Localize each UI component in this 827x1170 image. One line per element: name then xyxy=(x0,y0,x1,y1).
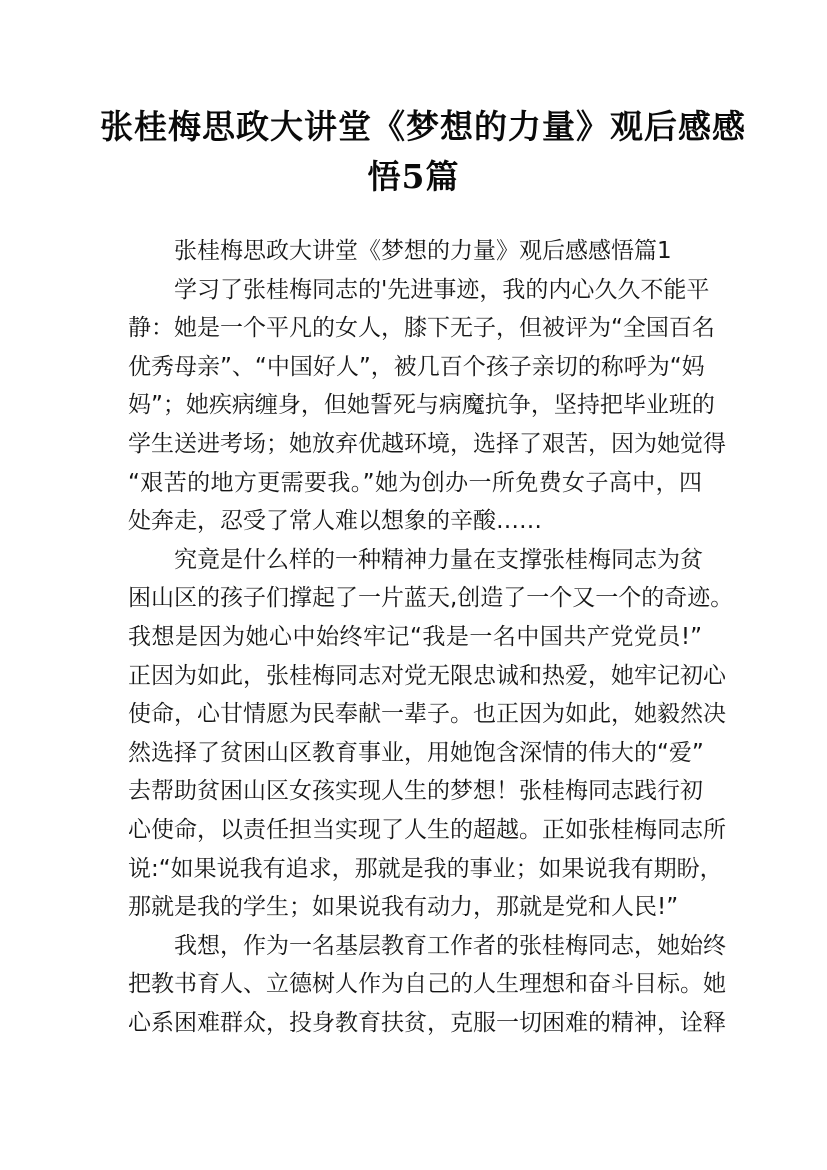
document-body xyxy=(128,232,734,1042)
paragraph-line: 困山区的孩子们撑起了一片蓝天,创造了一个又一个的奇迹。 xyxy=(128,585,734,612)
paragraph-line: 我想，作为一名基层教育工作者的张桂梅同志，她始终 xyxy=(174,932,726,959)
paragraph-line: 究竟是什么样的一种精神力量在支撑张桂梅同志为贫 xyxy=(174,546,703,573)
paragraph-2 xyxy=(128,541,734,927)
title-line-1: 张桂梅思政大讲堂《梦想的力量》观后感感 xyxy=(100,107,746,146)
paragraph-line: 去帮助贫困山区女孩实现人生的梦想！张桂梅同志践行初 xyxy=(128,778,703,805)
paragraph-line: 学生送进考场；她放弃优越环境，选择了艰苦，因为她觉得 xyxy=(128,430,726,457)
paragraph-line: 心系困难群众，投身教育扶贫，克服一切困难的精神，诠释 xyxy=(128,1009,726,1036)
paragraph-line: 然选择了贫困山区教育事业，用她饱含深情的伟大的“爱” xyxy=(128,739,704,766)
paragraph-1 xyxy=(128,271,726,541)
paragraph-line: 正因为如此，张桂梅同志对党无限忠诚和热爱，她牢记初心 xyxy=(128,662,726,689)
paragraph-line: 那就是我的学生；如果说我有动力，那就是党和人民!” xyxy=(128,894,679,921)
paragraph-3 xyxy=(128,927,726,1043)
title-line-2: 悟5篇 xyxy=(367,157,460,196)
paragraph-line: 使命，心甘情愿为民奉献一辈子。也正因为如此，她毅然决 xyxy=(128,701,726,728)
paragraph-line: 心使命，以责任担当实现了人生的超越。正如张桂梅同志所 xyxy=(128,816,726,843)
paragraph-line: 把教书育人、立德树人作为自己的人生理想和奋斗目标。她 xyxy=(128,971,726,998)
paragraph-line: 说:“如果说我有追求，那就是我的事业；如果说我有期盼， xyxy=(128,855,723,882)
paragraph-line: “艰苦的地方更需要我。”她为创办一所免费女子高中，四 xyxy=(128,469,702,496)
paragraph-line: 学习了张桂梅同志的'先进事迹，我的内心久久不能平 xyxy=(174,276,710,303)
document-title xyxy=(100,102,746,202)
paragraph-line: 优秀母亲”、“中国好人”，被几百个孩子亲切的称呼为“妈 xyxy=(128,353,705,380)
paragraph-line: 处奔走，忍受了常人难以想象的辛酸…… xyxy=(128,508,542,535)
paragraph-line: 我想是因为她心中始终牢记“我是一名中国共产党党员!” xyxy=(128,623,702,650)
paragraph-line: 静：她是一个平凡的女人，膝下无子，但被评为“全国百名 xyxy=(128,315,715,342)
paragraph-line: 妈”；她疾病缠身，但她誓死与病魔抗争，坚持把毕业班的 xyxy=(128,392,715,419)
section-heading: 张桂梅思政大讲堂《梦想的力量》观后感感悟篇1 xyxy=(174,238,672,264)
